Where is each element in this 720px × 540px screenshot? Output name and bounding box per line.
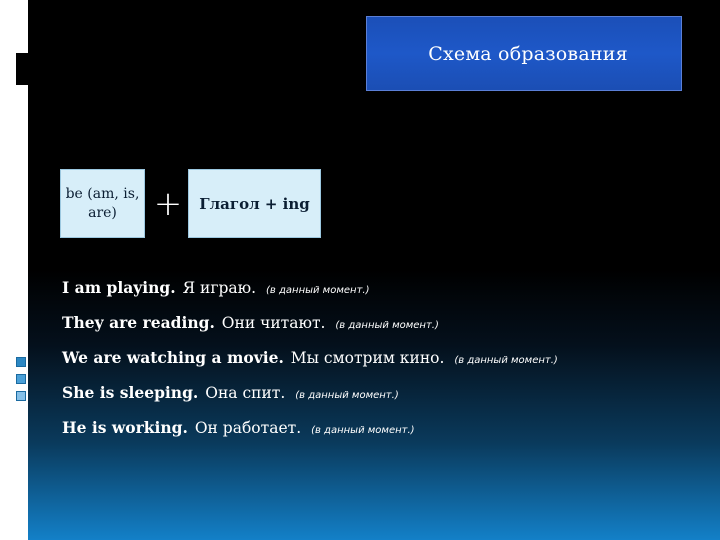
russian-translation: Мы смотрим кино. bbox=[290, 349, 445, 367]
example-sentence bbox=[62, 275, 702, 310]
russian-translation: Они читают. bbox=[221, 314, 326, 332]
time-note: (в данный момент.) bbox=[266, 285, 370, 296]
title-box bbox=[366, 16, 682, 91]
slide-title: Схема образования bbox=[428, 42, 628, 65]
verb-label: Глагол + ing bbox=[199, 194, 310, 213]
time-note: (в данный момент.) bbox=[295, 390, 399, 401]
decorative-square bbox=[16, 391, 26, 401]
plus-sign: + bbox=[153, 184, 183, 224]
example-sentence bbox=[62, 345, 702, 380]
decorative-bar bbox=[26, 53, 28, 85]
be-box bbox=[60, 169, 145, 238]
russian-translation: Я играю. bbox=[182, 279, 257, 297]
time-note: (в данный момент.) bbox=[454, 355, 558, 366]
english-sentence: We are watching a movie. bbox=[62, 348, 284, 367]
time-note: (в данный момент.) bbox=[335, 320, 439, 331]
example-sentence bbox=[62, 310, 702, 345]
decorative-square bbox=[16, 357, 26, 367]
decorative-square bbox=[16, 374, 26, 384]
example-sentence bbox=[62, 415, 702, 450]
examples-list bbox=[62, 275, 702, 450]
russian-translation: Он работает. bbox=[194, 419, 302, 437]
example-sentence bbox=[62, 380, 702, 415]
english-sentence: He is working. bbox=[62, 418, 188, 437]
verb-ing-box bbox=[188, 169, 321, 238]
be-label: be (am, is, are) bbox=[65, 185, 140, 221]
russian-translation: Она спит. bbox=[205, 384, 286, 402]
english-sentence: She is sleeping. bbox=[62, 383, 199, 402]
english-sentence: I am playing. bbox=[62, 278, 176, 297]
english-sentence: They are reading. bbox=[62, 313, 215, 332]
time-note: (в данный момент.) bbox=[311, 425, 415, 436]
decorative-bar bbox=[16, 53, 26, 85]
